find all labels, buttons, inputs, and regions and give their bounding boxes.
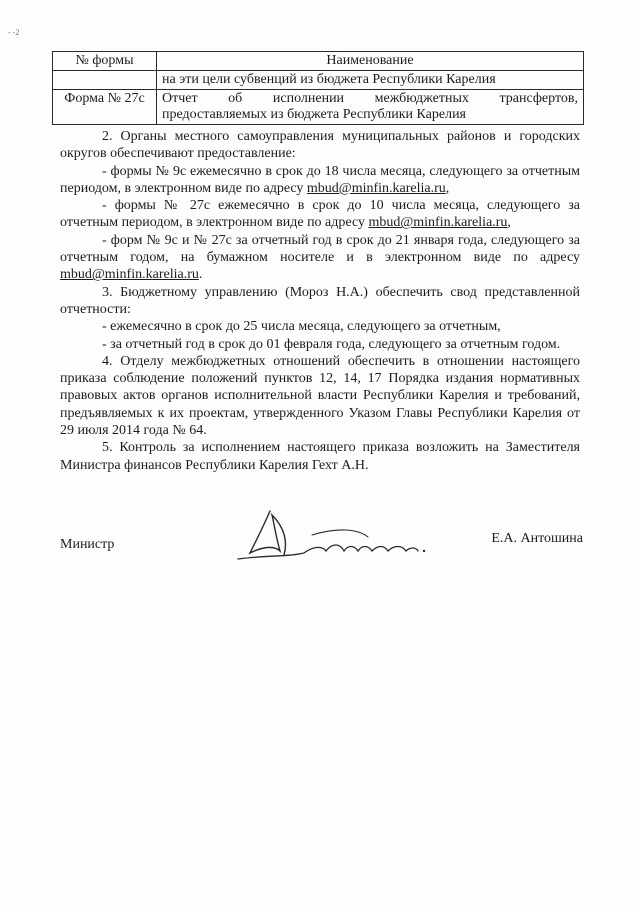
header-form-number: № формы: [53, 52, 157, 71]
form-code-cell: [53, 71, 157, 90]
form-code-cell: Форма № 27с: [53, 90, 157, 125]
handwritten-signature: [228, 507, 438, 567]
email-link: mbud@minfin.karelia.ru: [60, 267, 199, 283]
table-header-row: [53, 52, 584, 71]
header-name: Наименование: [157, 52, 584, 71]
bullet-form-27c: [60, 197, 580, 232]
bullet-punct: ,: [507, 215, 511, 231]
forms-table: [52, 51, 584, 125]
email-link: mbud@minfin.karelia.ru: [368, 215, 508, 231]
signatory-name: Е.А. Антошина: [491, 531, 583, 546]
form-name-cell: на эти цели субвенций из бюджета Республики Карелия: [157, 71, 584, 90]
paragraph-2: 2. Органы местного самоуправления муниципальных районов и городских округов обеспечивают предоставление:: [60, 129, 580, 162]
paragraph-3: 3. Бюджетному управлению (Мороз Н.А.) обеспечить свод представленной отчетности:: [60, 284, 580, 317]
bullet-form-9c: [60, 163, 580, 198]
form-name-line: Отчет об исполнении межбюджетных трансфертов,: [162, 91, 578, 106]
table-row: [53, 71, 584, 90]
bullet-text: - форм № 9с и № 27с за отчетный год в срок до 21 января года, следующего за отчетным годом, на бумажном носителе и в электронном виде по адресу: [60, 232, 580, 266]
email-link: mbud@minfin.karelia.ru: [306, 180, 446, 196]
scan-mark: - -2: [8, 28, 20, 37]
document-body: [60, 128, 580, 474]
bullet-annual: - за отчетный год в срок до 01 февраля года, следующего за отчетным годом.: [102, 336, 561, 352]
signature-block: [60, 527, 583, 577]
signatory-position: Министр: [60, 537, 115, 552]
form-name-line: предоставляемых из бюджета Республики Карелия: [162, 107, 466, 122]
bullet-text: - формы № 9с ежемесячно в срок до 18 числа месяца, следующего за отчетным периодом, в электронном виде по адресу: [60, 163, 580, 196]
bullet-monthly: - ежемесячно в срок до 25 числа месяца, следующего за отчетным,: [102, 319, 501, 335]
form-name-cell: [157, 90, 584, 125]
bullet-text: - формы № 27с ежемесячно в срок до 10 числа месяца, следующего за отчетным периодом, в электронном виде по адресу: [60, 198, 580, 231]
bullet-punct: ,: [445, 180, 450, 196]
bullet-annual-forms: [60, 232, 580, 284]
paragraph-4: 4. Отделу межбюджетных отношений обеспечить в отношении настоящего приказа соблюдение положений пунктов 12, 14, 17 Порядка издания нормативных правовых актов органов исполнительной власти Республики Карелия и требований, предъявляемых к их проектам, утвержденного Указом Главы Республики Карелия от 29 июля 2014 года № 64.: [60, 353, 580, 439]
bullet-punct: .: [198, 267, 203, 283]
table-row: [53, 90, 584, 125]
paragraph-5: 5. Контроль за исполнением настоящего приказа возложить на Заместителя Министра финансов Республики Карелия Гехт А.Н.: [60, 440, 580, 473]
